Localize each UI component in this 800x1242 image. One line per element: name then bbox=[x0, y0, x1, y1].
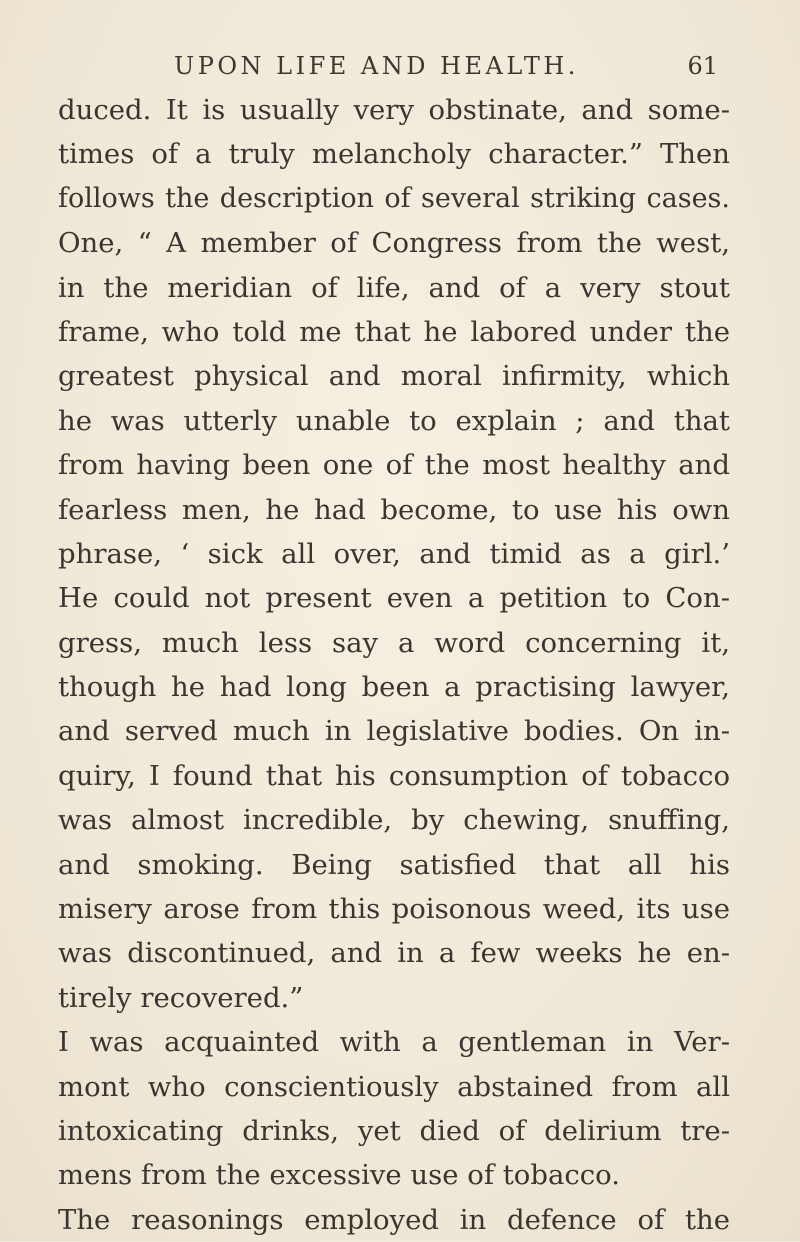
text-line: tirely recovered.” bbox=[58, 981, 304, 1014]
text-line: The reasonings employed in defence of the bbox=[58, 1203, 730, 1236]
running-title: UPON LIFE AND HEALTH. bbox=[174, 52, 579, 80]
text-line: frame, who told me that he labored under the bbox=[58, 315, 730, 348]
running-header bbox=[168, 52, 718, 88]
text-line: mont who conscientiously abstained from all bbox=[58, 1070, 730, 1103]
text-line: follows the description of several striking cases. bbox=[58, 182, 730, 214]
text-line: he was utterly unable to explain ; and that bbox=[58, 404, 730, 437]
text-line: mens from the excessive use of tobacco. bbox=[58, 1159, 620, 1192]
text-line: fearless men, he had become, to use his own bbox=[58, 493, 730, 526]
text-line: was almost incredible, by chewing, snuffing, bbox=[58, 804, 730, 837]
text-line: and served much in legislative bodies. On in- bbox=[58, 715, 730, 748]
text-line: phrase, ‘ sick all over, and timid as a girl.’ bbox=[58, 537, 730, 570]
text-line: intoxicating drinks, yet died of delirium tre- bbox=[58, 1114, 730, 1147]
text-line: in the meridian of life, and of a very stout bbox=[58, 271, 730, 304]
text-line: He could not present even a petition to Con- bbox=[58, 582, 730, 615]
text-line: greatest physical and moral infirmity, which bbox=[58, 360, 730, 393]
text-line: was discontinued, and in a few weeks he en- bbox=[58, 937, 730, 970]
text-line: from having been one of the most healthy and bbox=[58, 449, 730, 482]
text-line: gress, much less say a word concerning it, bbox=[58, 626, 730, 659]
text-line: quiry, I found that his consumption of tobacco bbox=[58, 759, 730, 792]
page-number: 61 bbox=[687, 52, 718, 80]
text-line: duced. It is usually very obstinate, and some- bbox=[58, 94, 730, 126]
text-line: I was acquainted with a gentleman in Ver- bbox=[58, 1026, 730, 1059]
body-text bbox=[58, 88, 730, 1242]
text-line: though he had long been a practising lawyer, bbox=[58, 671, 730, 704]
text-line: misery arose from this poisonous weed, its use bbox=[58, 893, 730, 926]
text-line: times of a truly melancholy character.” Then bbox=[58, 138, 730, 171]
text-line: One, “ A member of Congress from the west, bbox=[58, 227, 730, 260]
text-line: and smoking. Being satisfied that all his bbox=[58, 848, 730, 881]
